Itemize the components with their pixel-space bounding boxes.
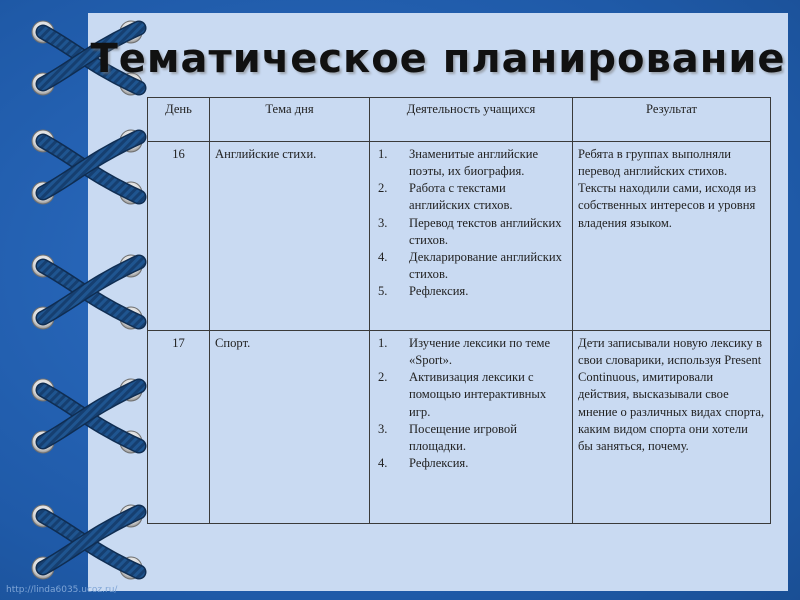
activities-cell (370, 142, 573, 331)
list-item: 5. Рефлексия. (378, 284, 469, 298)
day-cell: 16 (148, 142, 210, 331)
table-row (148, 142, 771, 331)
page-title: Тематическое планирование (90, 36, 786, 82)
header-topic: Тема дня (210, 98, 370, 142)
lace-cross (32, 505, 142, 579)
topic-cell: Спорт. (210, 331, 370, 524)
table-row (148, 331, 771, 524)
list-item: 3. Перевод текстов английских стихов. (378, 215, 562, 247)
day-cell: 17 (148, 331, 210, 524)
result-cell: Ребята в группах выполняли перевод английских стихов. Тексты находили сами, исходя из собственных интересов и уровня владения языком. (573, 142, 771, 331)
lace-cross (32, 130, 142, 204)
list-item: 1. Знаменитые английские поэты, их биография. (378, 147, 539, 179)
list-item: 2. Работа с текстами английских стихов. (378, 181, 513, 213)
result-cell: Дети записывали новую лексику в свои словарики, используя Present Continuous, имитировали действия, высказывали свое мнение о различных видах спорта, каким видом спорта они хотели бы заняться, почему. (573, 331, 771, 524)
list-item: 3. Посещение игровой площадки. (378, 421, 517, 453)
list-item: 1. Изучение лексики по теме «Sport». (378, 336, 551, 368)
header-activities: Деятельность учащихся (370, 98, 573, 142)
header-day: День (148, 98, 210, 142)
list-item: 4. Рефлексия. (378, 455, 469, 470)
lace-cross (32, 379, 142, 453)
list-item: 2. Активизация лексики с помощью интерактивных игр. (378, 370, 547, 419)
planning-table (147, 97, 771, 524)
lace-cross (32, 255, 142, 329)
activities-list (375, 335, 567, 472)
activities-cell (370, 331, 573, 524)
table-header-row (148, 98, 771, 142)
source-url: http://linda6035.ucoz.ru/ (6, 585, 118, 595)
topic-cell: Английские стихи. (210, 142, 370, 331)
list-item: 4. Декларирование английских стихов. (378, 249, 562, 281)
activities-list (375, 146, 567, 300)
header-result: Результат (573, 98, 771, 142)
